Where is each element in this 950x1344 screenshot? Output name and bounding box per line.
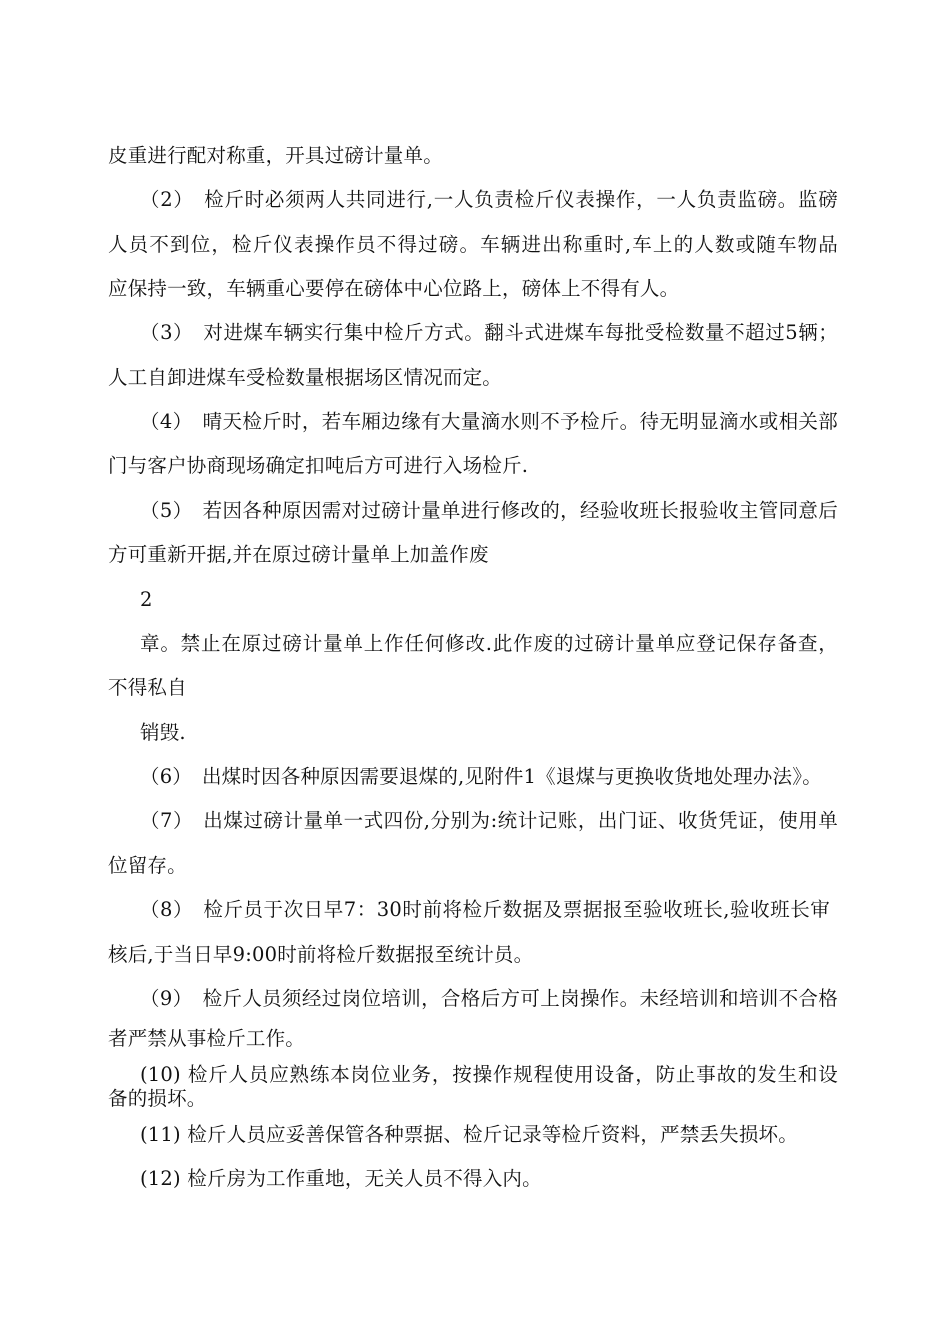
paragraph-8-line-1: （8） 检斤员于次日早7：30时前将检斤数据及票据报至验收班长,验收班长审	[140, 898, 830, 921]
text-line: 皮重进行配对称重，开具过磅计量单。	[108, 144, 443, 167]
paragraph-5-line-3: 章。禁止在原过磅计量单上作任何修改.此作废的过磅计量单应登记保存备查，	[140, 632, 838, 655]
paragraph-4-line-1: （4） 晴天检斤时，若车厢边缘有大量滴水则不予检斤。待无明显滴水或相关部	[140, 410, 838, 433]
paragraph-8-line-2: 核后,于当日早9:00时前将检斤数据报至统计员。	[108, 943, 534, 966]
paragraph-4-line-2: 门与客户协商现场确定扣吨后方可进行入场检斤.	[108, 454, 529, 477]
paragraph-6-line-1: （6） 出煤时因各种原因需要退煤的,见附件1《退煤与更换收货地处理办法》。	[140, 765, 822, 788]
paragraph-5-line-5: 销毁.	[140, 721, 186, 744]
paragraph-10-line-2: 备的损坏。	[108, 1087, 207, 1110]
paragraph-3-line-2: 人工自卸进煤车受检数量根据场区情况而定。	[108, 366, 503, 389]
page-number: 2	[140, 588, 153, 611]
paragraph-9-line-2: 者严禁从事检斤工作。	[108, 1027, 306, 1050]
paragraph-9-line-1: （9） 检斤人员须经过岗位培训，合格后方可上岗操作。未经培训和培训不合格	[140, 987, 838, 1010]
paragraph-5-line-2: 方可重新开据,并在原过磅计量单上加盖作废	[108, 543, 489, 566]
paragraph-2-line-3: 应保持一致，车辆重心要停在磅体中心位路上，磅体上不得有人。	[108, 277, 680, 300]
paragraph-7-line-1: （7） 出煤过磅计量单一式四份,分别为:统计记账，出门证、收货凭证，使用单	[140, 809, 838, 832]
paragraph-7-line-2: 位留存。	[108, 854, 187, 877]
paragraph-12-line-1: (12) 检斤房为工作重地，无关人员不得入内。	[140, 1167, 542, 1190]
paragraph-10-line-1: (10) 检斤人员应熟练本岗位业务，按操作规程使用设备，防止事故的发生和设	[140, 1063, 838, 1086]
paragraph-2-line-2: 人员不到位，检斤仪表操作员不得过磅。车辆进出称重时,车上的人数或随车物品	[108, 233, 838, 256]
paragraph-2-line-1: （2） 检斤时必须两人共同进行,一人负责检斤仪表操作，一人负责监磅。监磅	[140, 188, 838, 211]
paragraph-5-line-4: 不得私自	[108, 676, 187, 699]
paragraph-3-line-1: （3） 对进煤车辆实行集中检斤方式。翻斗式进煤车每批受检数量不超过5辆；	[140, 321, 838, 344]
paragraph-11-line-1: (11) 检斤人员应妥善保管各种票据、检斤记录等检斤资料，严禁丢失损坏。	[140, 1123, 798, 1146]
paragraph-5-line-1: （5） 若因各种原因需对过磅计量单进行修改的，经验收班长报验收主管同意后	[140, 499, 838, 522]
